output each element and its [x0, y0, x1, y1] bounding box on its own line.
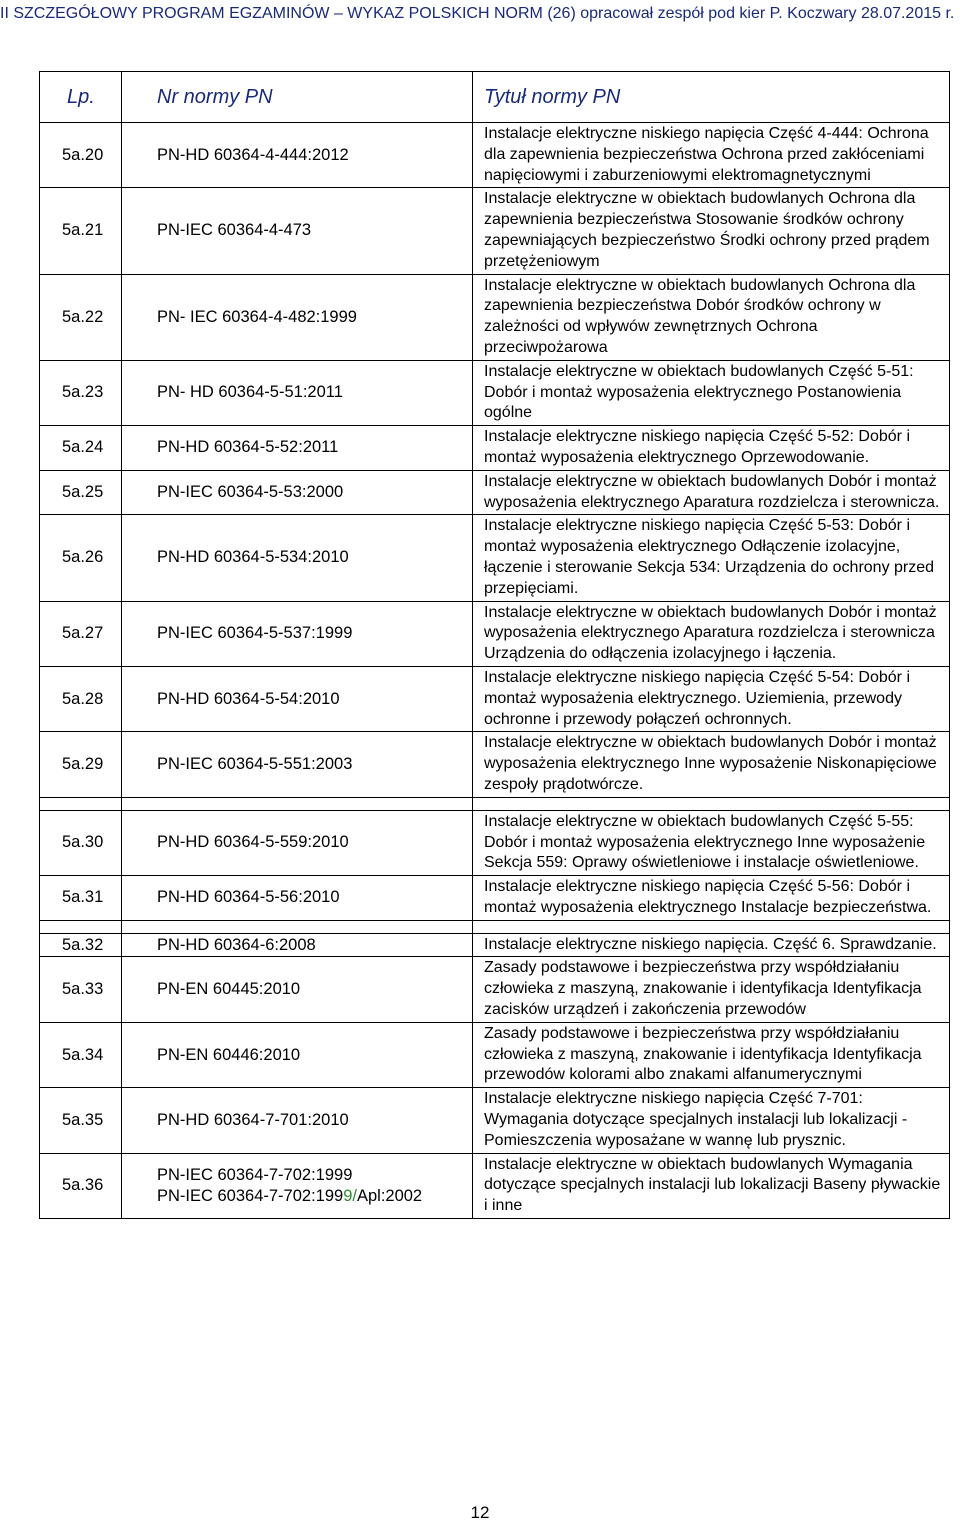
row-norm-number: PN-IEC 60364-4-473: [122, 188, 473, 274]
row-lp: 5a.28: [40, 666, 122, 731]
row-norm-title: Instalacje elektryczne niskiego napięcia Część 7-701: Wymagania dotyczące specjalnych instalacji lub lokalizacji - Pomieszczenia wyposażane w wannę lub prysznic.: [473, 1088, 950, 1153]
table-header-row: [40, 72, 950, 123]
row-norm-title: Instalacje elektryczne w obiektach budowlanych Część 5-51: Dobór i montaż wyposażenia elektrycznego Postanowienia ogólne: [473, 360, 950, 425]
row-norm-title: Instalacje elektryczne w obiektach budowlanych Dobór i montaż wyposażenia elektrycznego Aparatura rozdzielcza i sterownicza.: [473, 470, 950, 515]
row-norm-number: PN-IEC 60364-5-537:1999: [122, 601, 473, 666]
table-row: [40, 957, 950, 1022]
table-row: [40, 1088, 950, 1153]
row-norm-number: PN-IEC 60364-5-551:2003: [122, 732, 473, 797]
row-norm-title: Instalacje elektryczne w obiektach budowlanych Ochrona dla zapewnienia bezpieczeństwa Dobór środków ochrony w zależności od wpływów zewnętrznych Ochrona przeciwpożarowa: [473, 274, 950, 360]
row-lp: 5a.26: [40, 515, 122, 601]
row-lp: 5a.34: [40, 1022, 122, 1087]
table-row: [40, 1153, 950, 1218]
row-norm-title: Instalacje elektryczne niskiego napięcia Część 5-54: Dobór i montaż wyposażenia elektrycznego. Uziemienia, przewody ochronne i przewody połączeń ochronnych.: [473, 666, 950, 731]
row-spacer: [40, 920, 950, 933]
page-header: II SZCZEGÓŁOWY PROGRAM EGZAMINÓW – WYKAZ POLSKICH NORM (26) opracował zespół pod kier P. Koczwary 28.07.2015 r.: [0, 5, 955, 22]
header-norm-number: Nr normy PN: [122, 72, 473, 123]
page-number: 12: [470, 1503, 490, 1522]
row-norm-number: PN-EN 60445:2010: [122, 957, 473, 1022]
row-norm-title: Instalacje elektryczne niskiego napięcia Część 5-56: Dobór i montaż wyposażenia elektrycznego Instalacje bezpieczeństwa.: [473, 876, 950, 921]
table-row: [40, 1022, 950, 1087]
row-norm-number: PN-HD 60364-5-534:2010: [122, 515, 473, 601]
row-spacer: [40, 797, 950, 810]
row-norm-title: Zasady podstawowe i bezpieczeństwa przy współdziałaniu człowieka z maszyną, znakowanie i identyfikacja Identyfikacja zacisków urządzeń i zakończenia przewodów: [473, 957, 950, 1022]
row-norm-title: Instalacje elektryczne w obiektach budowlanych Dobór i montaż wyposażenia elektrycznego Aparatura rozdzielcza i sterownicza Urządzenia do odłączenia izolacyjnego i łączenia.: [473, 601, 950, 666]
row-lp: 5a.29: [40, 732, 122, 797]
table-row: [40, 876, 950, 921]
row-norm-number: PN-EN 60446:2010: [122, 1022, 473, 1087]
table-row: [40, 123, 950, 188]
row-norm-title: Instalacje elektryczne w obiektach budowlanych Wymagania dotyczące specjalnych instalacji lub lokalizacji Baseny pływackie i inne: [473, 1153, 950, 1218]
norm-number-amendment: Apl:2002: [356, 1186, 423, 1205]
row-norm-number: PN-HD 60364-7-701:2010: [122, 1088, 473, 1153]
table-row: [40, 470, 950, 515]
norms-table: [39, 71, 950, 1219]
row-lp: 5a.22: [40, 274, 122, 360]
table-row: [40, 601, 950, 666]
table-row: [40, 732, 950, 797]
row-lp: 5a.20: [40, 123, 122, 188]
row-lp: 5a.32: [40, 933, 122, 957]
row-norm-number: PN- IEC 60364-4-482:1999: [122, 274, 473, 360]
row-lp: 5a.21: [40, 188, 122, 274]
row-norm-title: Instalacje elektryczne w obiektach budowlanych Część 5-55: Dobór i montaż wyposażenia elektrycznego Inne wyposażenie Sekcja 559: Oprawy oświetleniowe i instalacje oświetleniowe.: [473, 810, 950, 875]
row-norm-number: PN-HD 60364-5-559:2010: [122, 810, 473, 875]
row-norm-title: Instalacje elektryczne niskiego napięcia Część 5-53: Dobór i montaż wyposażenia elektrycznego Odłączenie izolacyjne, łączenie i sterowanie Sekcja 534: Urządzenia do ochrony przed przepięciami.: [473, 515, 950, 601]
table-row: [40, 274, 950, 360]
row-norm-number: PN- HD 60364-5-51:2011: [122, 360, 473, 425]
table-row: [40, 188, 950, 274]
row-norm-number: PN-HD 60364-5-56:2010: [122, 876, 473, 921]
row-norm-number: PN-HD 60364-4-444:2012: [122, 123, 473, 188]
row-norm-number: PN-HD 60364-5-52:2011: [122, 426, 473, 471]
table-row: [40, 515, 950, 601]
row-norm-number: PN-IEC 60364-5-53:2000: [122, 470, 473, 515]
table-row: [40, 360, 950, 425]
row-norm-title: Instalacje elektryczne niskiego napięcia Część 5-52: Dobór i montaż wyposażenia elektrycznego Oprzewodowanie.: [473, 426, 950, 471]
norm-number-line: PN-IEC 60364-7-702:1999: [157, 1165, 353, 1184]
row-norm-number: PN-HD 60364-5-54:2010: [122, 666, 473, 731]
row-lp: 5a.33: [40, 957, 122, 1022]
norm-number-amendment-line: [157, 1186, 472, 1207]
row-lp: 5a.31: [40, 876, 122, 921]
row-norm-number: PN-HD 60364-6:2008: [122, 933, 473, 957]
row-lp: 5a.24: [40, 426, 122, 471]
row-lp: 5a.35: [40, 1088, 122, 1153]
row-lp: 5a.23: [40, 360, 122, 425]
header-lp: Lp.: [40, 72, 122, 123]
table-row: [40, 426, 950, 471]
norm-number-highlight: 9/: [343, 1186, 357, 1205]
table-row: [40, 933, 950, 957]
row-norm-title: Instalacje elektryczne niskiego napięcia Część 4-444: Ochrona dla zapewnienia bezpieczeństwa Ochrona przed zakłóceniami napięciowymi i zaburzeniowymi elektromagnetycznymi: [473, 123, 950, 188]
row-lp: 5a.30: [40, 810, 122, 875]
row-norm-title: Zasady podstawowe i bezpieczeństwa przy współdziałaniu człowieka z maszyną, znakowanie i identyfikacja Identyfikacja przewodów kolorami albo znakami alfanumerycznymi: [473, 1022, 950, 1087]
table-row: [40, 666, 950, 731]
row-lp: 5a.36: [40, 1153, 122, 1218]
header-norm-title: Tytuł normy PN: [473, 72, 950, 123]
norm-number-part: PN-IEC 60364-7-702:199: [157, 1186, 344, 1205]
table-row: [40, 810, 950, 875]
row-norm-number: [122, 1153, 473, 1218]
row-norm-title: Instalacje elektryczne niskiego napięcia. Część 6. Sprawdzanie.: [473, 933, 950, 957]
row-norm-title: Instalacje elektryczne w obiektach budowlanych Dobór i montaż wyposażenia elektrycznego Inne wyposażenie Niskonapięciowe zespoły prądotwórcze.: [473, 732, 950, 797]
row-lp: 5a.25: [40, 470, 122, 515]
row-norm-title: Instalacje elektryczne w obiektach budowlanych Ochrona dla zapewnienia bezpieczeństwa Stosowanie środków ochrony zapewniających bezpieczeństwo Środki ochrony przed prądem przetężeniowym: [473, 188, 950, 274]
row-lp: 5a.27: [40, 601, 122, 666]
